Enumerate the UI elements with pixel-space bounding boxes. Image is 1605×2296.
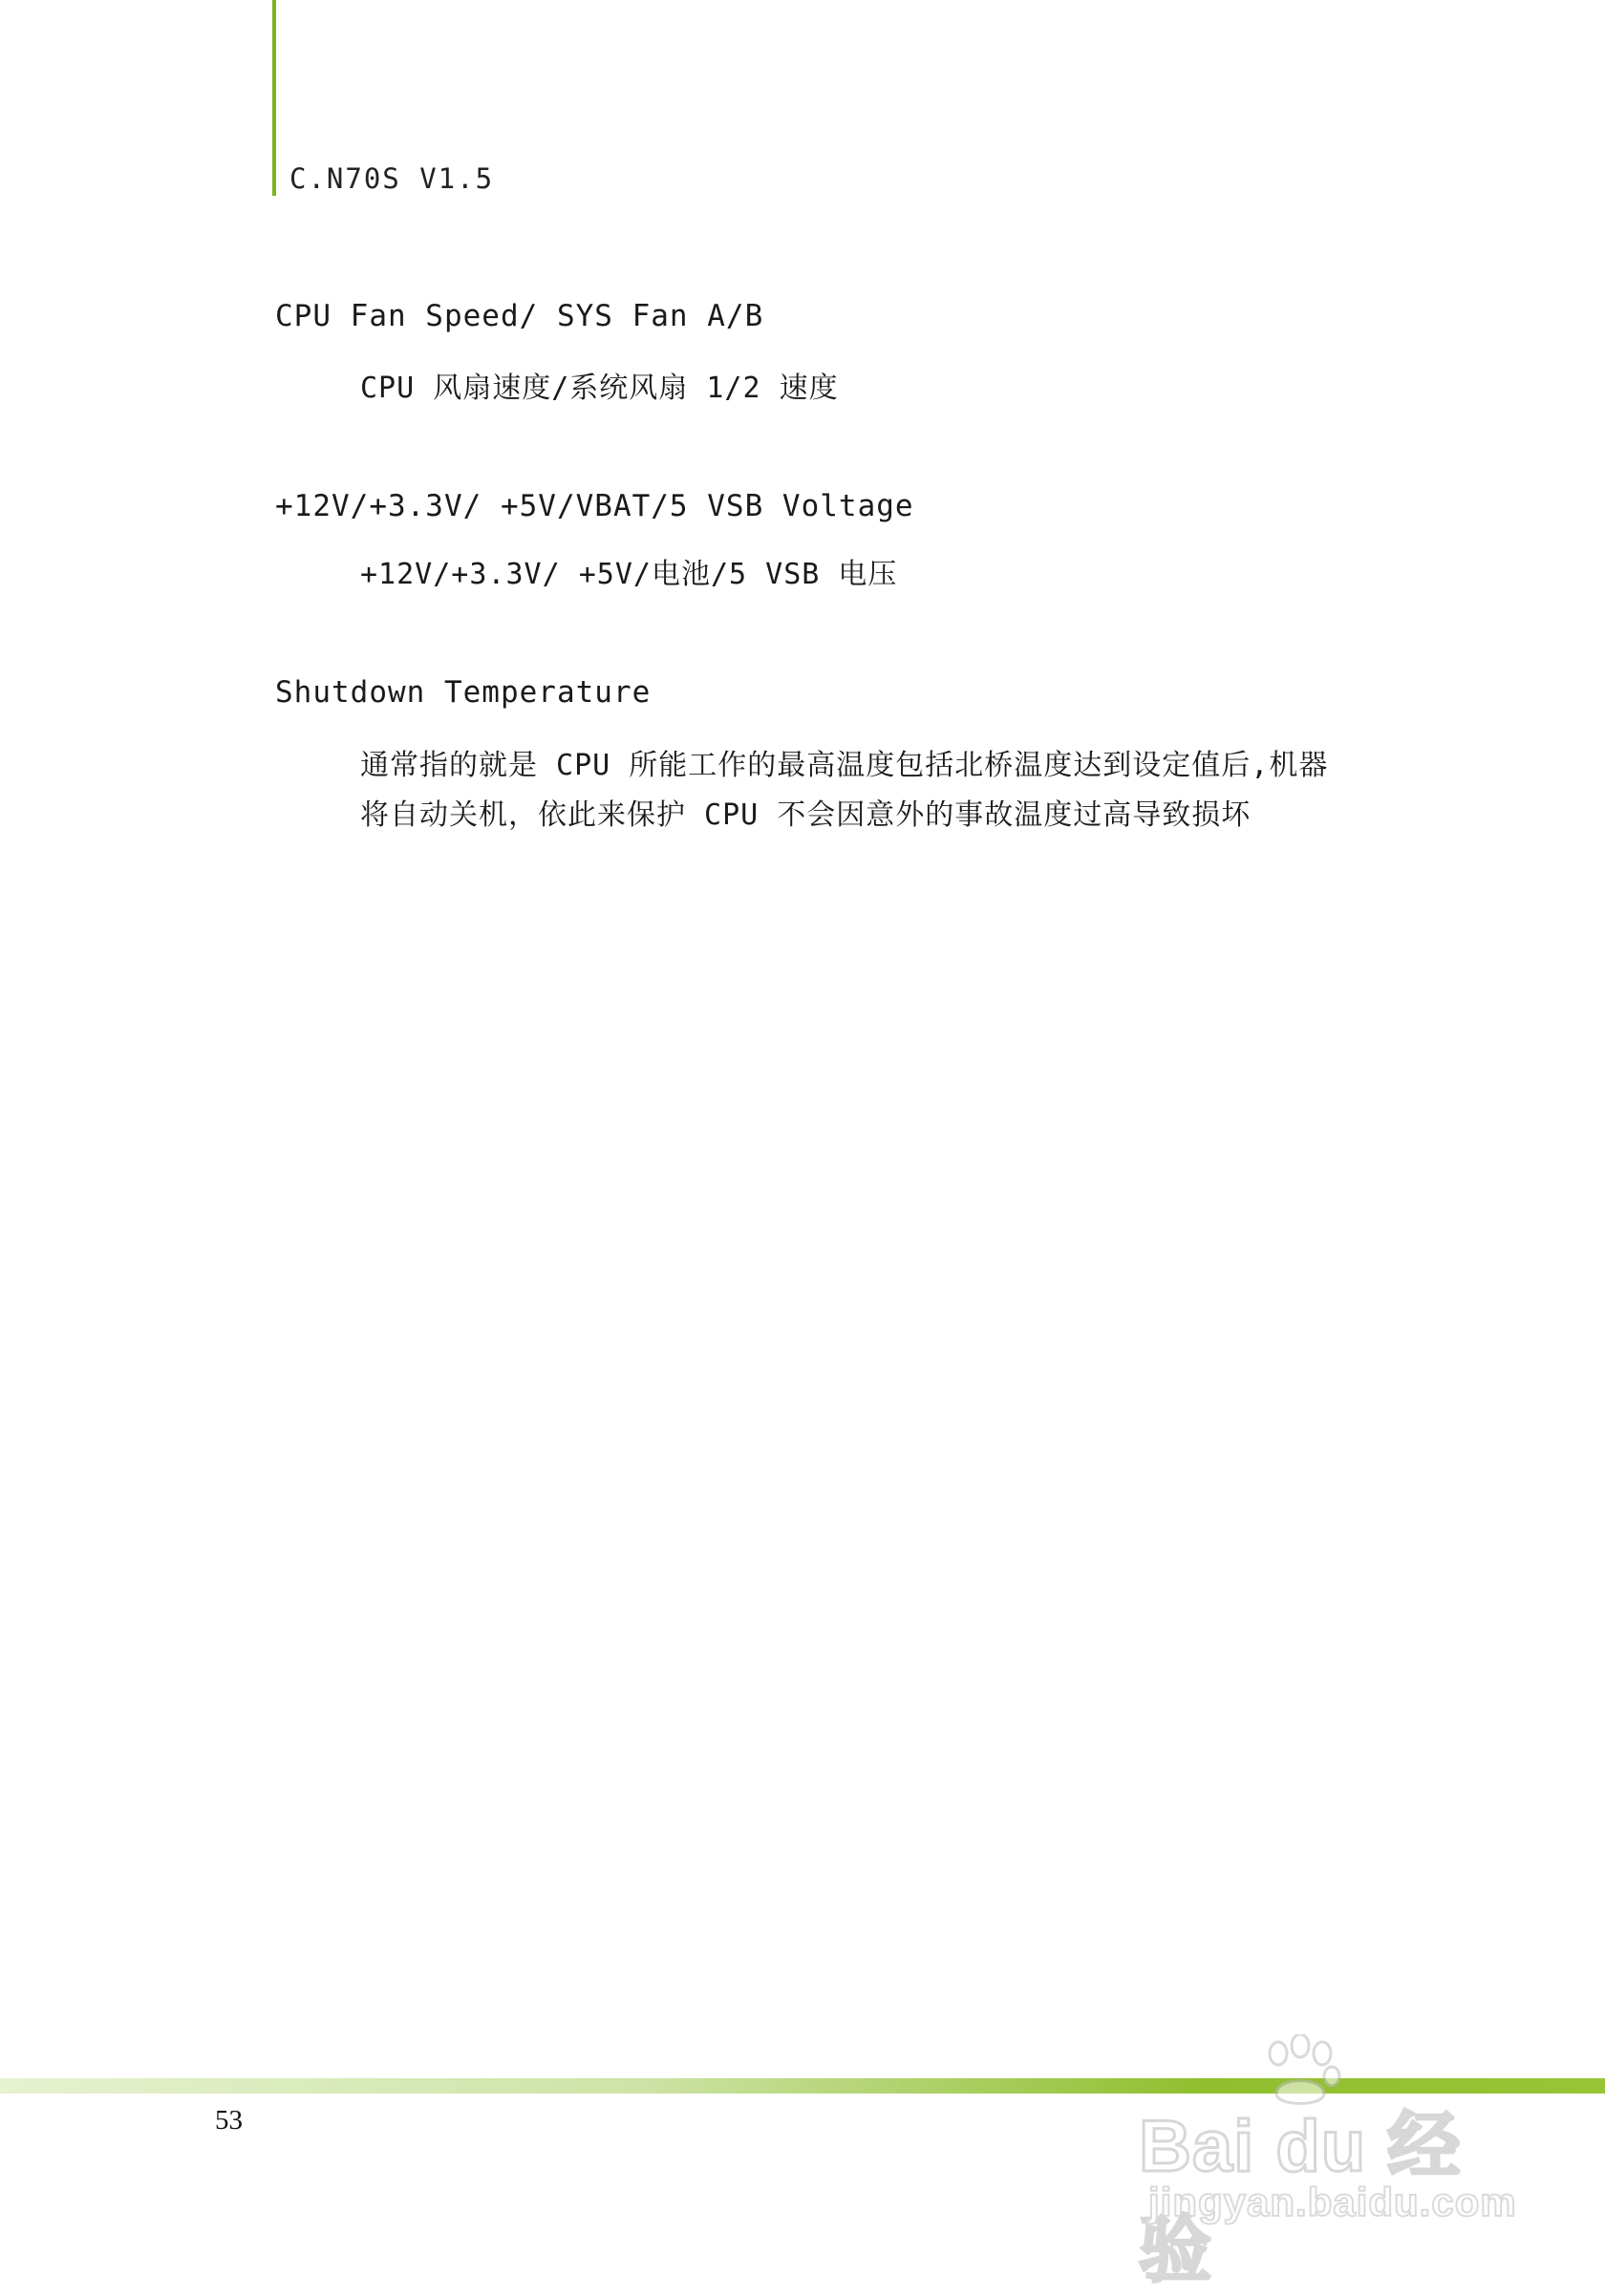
header-accent-rule [272,0,276,196]
watermark-url: jingyan.baidu.com [1148,2179,1517,2224]
body-line-1: 通常指的就是 CPU 所能工作的最高温度包括北桥温度达到设定值后,机器 [360,749,1329,782]
page-number: 53 [215,2105,243,2136]
section-heading-shutdown-temperature: Shutdown Temperature [275,675,652,710]
section-body-voltage: +12V/+3.3V/ +5V/电池/5 VSB 电压 [360,558,898,591]
document-model-label: C.N70S V1.5 [289,162,495,195]
baidu-jingyan-watermark [1135,2025,1517,2291]
body-line-2: 将自动关机，依此来保护 CPU 不会因意外的事故温度过高导致损坏 [360,798,1252,832]
section-heading-fan-speed: CPU Fan Speed/ SYS Fan A/B [275,299,764,333]
section-body-fan-speed: CPU 风扇速度/系统风扇 1/2 速度 [360,372,839,405]
section-body-shutdown-temperature [360,741,1430,840]
section-heading-voltage: +12V/+3.3V/ +5V/VBAT/5 VSB Voltage [275,489,914,523]
watermark-brand: Bai du 经验 [1139,2106,1462,2291]
